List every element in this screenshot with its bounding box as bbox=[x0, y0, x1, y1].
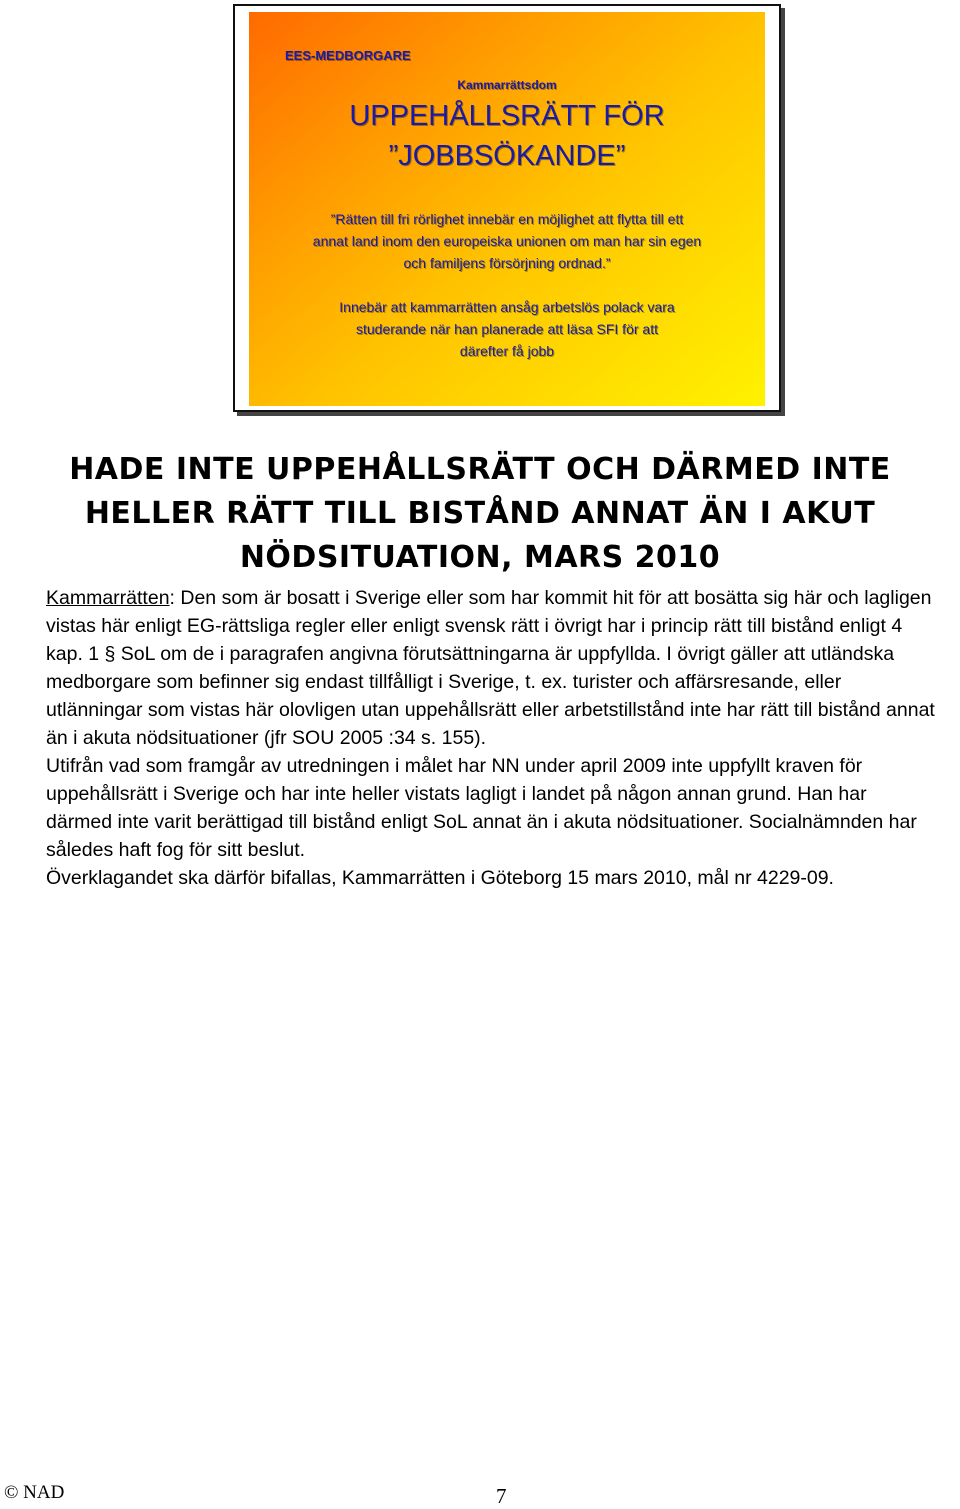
slide-quote-line-3: och familjens försörjning ordnad.” bbox=[403, 255, 611, 271]
slide-frame bbox=[233, 4, 781, 412]
slide-title-line-1: UPPEHÅLLSRÄTT FÖR bbox=[349, 100, 665, 132]
slide-quote-line-1: ”Rätten till fri rörlighet innebär en möjlighet att flytta till ett bbox=[330, 211, 684, 227]
headline-line-2: HELLER RÄTT TILL BISTÅND ANNAT ÄN I AKUT bbox=[84, 496, 876, 531]
headline-line-1: HADE INTE UPPEHÅLLSRÄTT OCH DÄRMED INTE bbox=[69, 452, 891, 487]
court-label: Kammarrätten bbox=[46, 587, 170, 609]
headline-line-3: NÖDSITUATION, MARS 2010 bbox=[239, 540, 721, 575]
slide-title bbox=[249, 96, 765, 176]
headline bbox=[40, 448, 920, 580]
slide-note-line-2: studerande när han planerade att läsa SFI för att bbox=[356, 321, 658, 337]
paragraph-conclusion: Överklagandet ska därför bifallas, Kammarrätten i Göteborg 15 mars 2010, mål nr 4229-09. bbox=[46, 867, 834, 889]
slide-title-line-2: ”JOBBSÖKANDE” bbox=[388, 140, 626, 172]
paragraph-assessment: Utifrån vad som framgår av utredningen i målet har NN under april 2009 inte uppfyllt kraven för uppehållsrätt i Sverige och har inte heller vistats lagligt i landet på någon annan grund. Han har därmed inte varit berättigad till bistånd enligt SoL annat än i akuta nödsituationer. Socialnämnden har således haft fog för sitt beslut. bbox=[46, 755, 917, 861]
slide-note-line-3: därefter få jobb bbox=[459, 343, 555, 359]
slide-quote bbox=[269, 208, 745, 274]
paragraph-court-ruling-text: : Den som är bosatt i Sverige eller som har kommit hit för att bosätta sig här och lagligen vistas här enligt EG-rättsliga regler eller enligt svensk rätt i övrigt har i princip rätt till bistånd enligt 4 kap. 1 § SoL om de i paragrafen angivna förutsättningarna är uppfyllda. I övrigt gäller att utländska medborgare som befinner sig endast tillfålligt i Sverige, t. ex. turister och affärsresande, eller utlänningar som vistas här olovligen utan uppehållsrätt eller arbetstillstånd inte har rätt till bistånd annat än i akuta nödsituationer (jfr SOU 2005 :34 s. 155). bbox=[46, 587, 935, 749]
footer-copyright: © NAD bbox=[4, 1482, 65, 1503]
slide-subtitle: Kammarrättsdom bbox=[457, 78, 557, 92]
body-text bbox=[46, 584, 936, 892]
slide-quote-line-2: annat land inom den europeiska unionen om man har sin egen bbox=[312, 233, 702, 249]
page-number: 7 bbox=[496, 1484, 507, 1508]
slide-note bbox=[299, 296, 715, 362]
slide bbox=[249, 12, 765, 406]
slide-note-line-1: Innebär att kammarrätten ansåg arbetslös polack vara bbox=[339, 299, 675, 315]
paragraph-court-ruling bbox=[46, 584, 936, 752]
slide-tag: EES-MEDBORGARE bbox=[285, 48, 411, 63]
